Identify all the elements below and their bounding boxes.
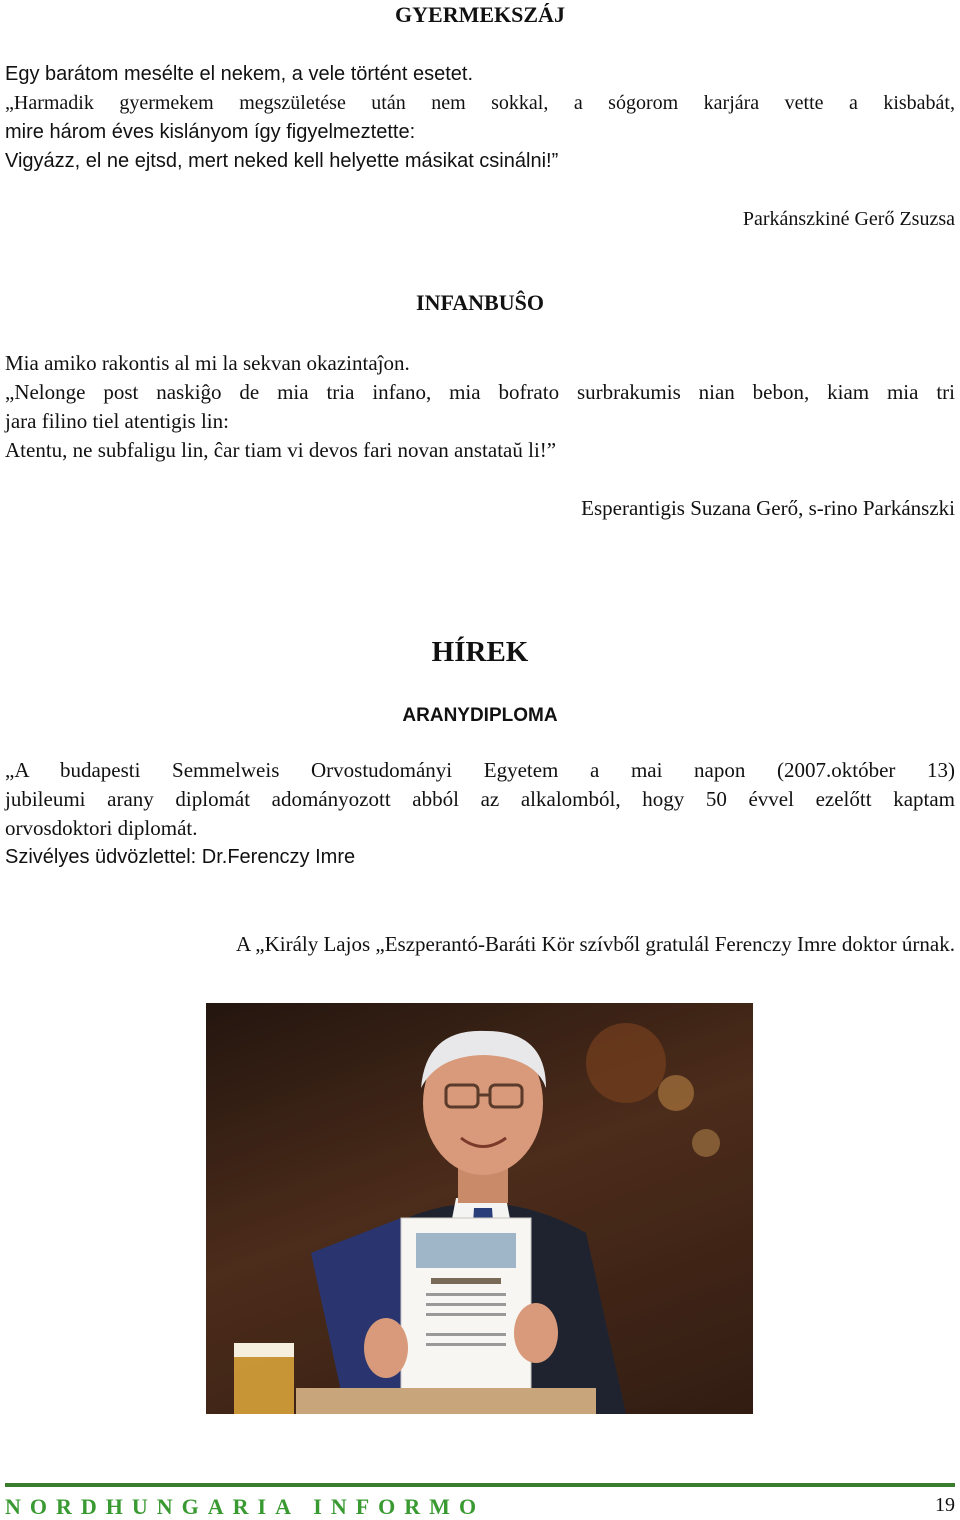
page-number: 19 — [935, 1494, 955, 1516]
signature-hungarian: Parkánszkiné Gerő Zsuzsa — [742, 208, 955, 230]
story-line-1: Egy barátom mesélte el nekem, a vele történt esetet. — [5, 63, 474, 85]
esperanto-line-4: Atentu, ne subfaligu lin, ĉar tiam vi devos fari novan anstataŭ li!” — [5, 438, 557, 462]
story-line-4: Vigyázz, el ne ejtsd, mert neked kell helyette másikat csinálni!” — [5, 150, 559, 172]
section-title-infanbuso: INFANBUŜO — [416, 290, 544, 315]
news-line-3: orvosdoktori diplomát. — [5, 816, 198, 840]
esperanto-line-1: Mia amiko rakontis al mi la sekvan okazintaĵon. — [5, 351, 410, 375]
esperanto-line-3: jara filino tiel atentigis lin: — [5, 409, 229, 433]
congrats-line: A „Király Lajos „Eszperantó-Baráti Kör szívből gratulál Ferenczy Imre doktor úrnak. — [236, 932, 955, 956]
news-line-2: jubileumi arany diplomát adományozott abból az alkalomból, hogy 50 évvel ezelőtt kaptam — [5, 787, 955, 811]
photo-doctor-with-diploma — [206, 1003, 753, 1414]
signature-esperanto: Esperantigis Suzana Gerő, s-rino Parkánszki — [581, 496, 955, 520]
footer-rule — [5, 1483, 955, 1487]
news-line-4: Szivélyes üdvözlettel: Dr.Ferenczy Imre — [5, 846, 356, 868]
footer-brand: NORDHUNGARIA INFORMO — [5, 1494, 486, 1519]
news-subheading: ARANYDIPLOMA — [402, 705, 558, 726]
section-title-gyermekszaj: GYERMEKSZÁJ — [395, 2, 565, 27]
news-heading: HÍREK — [431, 636, 529, 668]
photo-illustration — [206, 1003, 753, 1414]
story-line-2: „Harmadik gyermekem megszületése után nem sokkal, a sógorom karjára vette a kisbabát, — [5, 92, 955, 114]
news-line-1: „A budapesti Semmelweis Orvostudományi Egyetem a mai napon (2007.október 13) — [5, 758, 955, 782]
esperanto-line-2: „Nelonge post naskiĝo de mia tria infano, mia bofrato surbrakumis nian bebon, kiam mia tri — [5, 380, 955, 404]
story-line-3: mire három éves kislányom így figyelmeztette: — [5, 121, 416, 143]
